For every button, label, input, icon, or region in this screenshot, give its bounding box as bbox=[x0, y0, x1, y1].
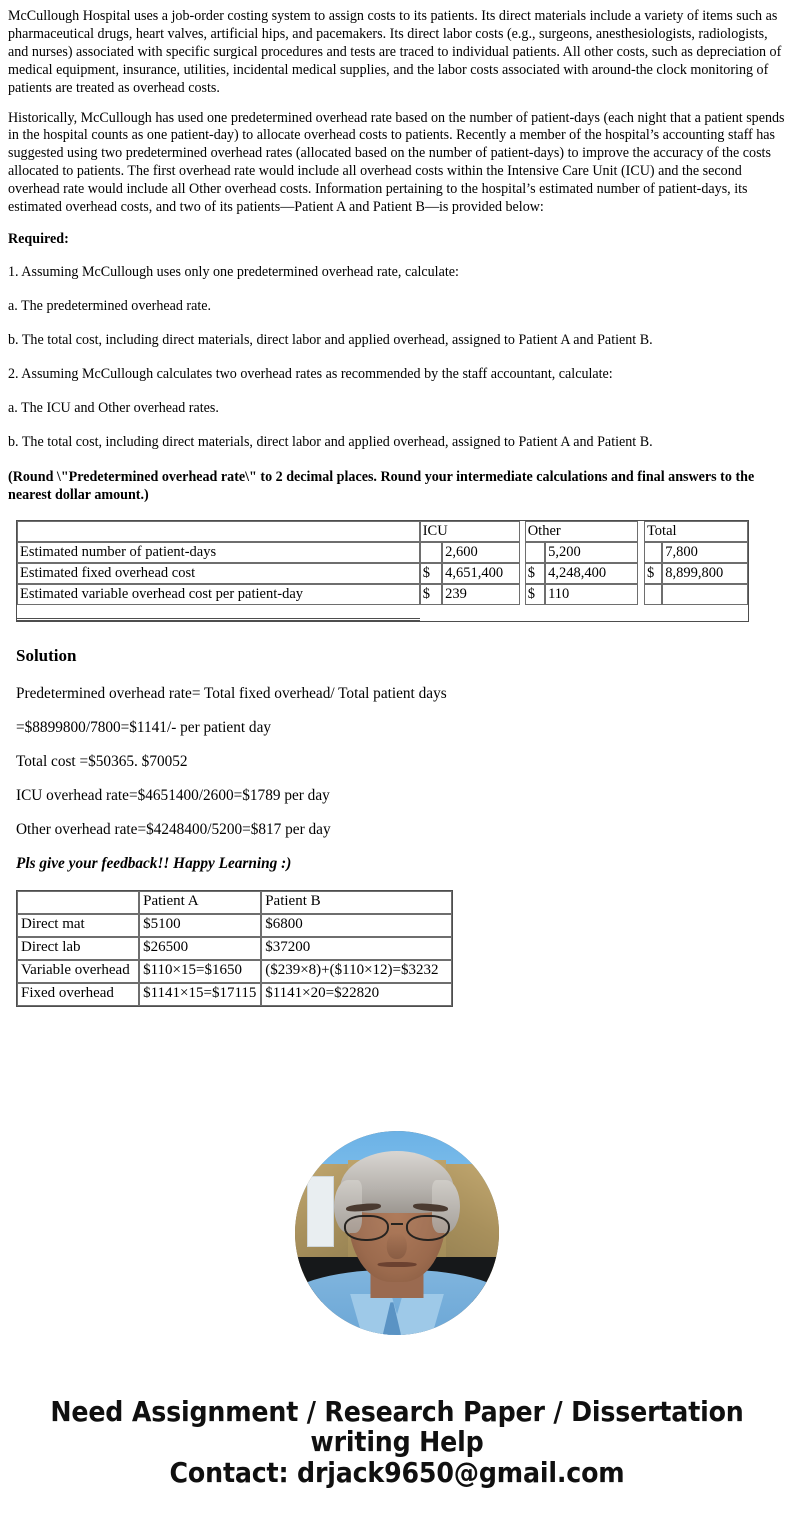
required-item-1a: a. The predetermined overhead rate. bbox=[8, 297, 212, 314]
table-row bbox=[17, 983, 452, 1006]
other-currency: $ bbox=[525, 584, 545, 605]
other-currency: $ bbox=[525, 563, 545, 584]
required-item-1: 1. Assuming McCullough uses only one predetermined overhead rate, calculate: bbox=[8, 263, 459, 280]
header-blank bbox=[17, 521, 420, 542]
solution-line-3: Total cost =$50365. $70052 bbox=[16, 752, 188, 770]
header-patient-b: Patient B bbox=[261, 891, 452, 914]
solution-line-1: Predetermined overhead rate= Total fixed overhead/ Total patient days bbox=[16, 684, 447, 702]
label-underline bbox=[17, 605, 420, 621]
table-header-row bbox=[17, 521, 748, 542]
patient-cost-table bbox=[16, 890, 453, 1007]
avatar-mouth bbox=[378, 1262, 417, 1267]
header-patient-a: Patient A bbox=[139, 891, 261, 914]
icu-currency: $ bbox=[420, 563, 442, 584]
total-currency: $ bbox=[644, 563, 662, 584]
table-row bbox=[17, 960, 452, 983]
rounding-note: (Round \"Predetermined overhead rate\" to 2 decimal places. Round your intermediate calculations and final answers to the nearest dollar amount.) bbox=[8, 468, 755, 503]
table-row bbox=[17, 937, 452, 960]
patient-b-value: ($239×8)+($110×12)=$3232 bbox=[261, 960, 452, 983]
problem-paragraph-1: McCullough Hospital uses a job-order costing system to assign costs to its patients. Its direct materials include a variety of items such as pharmaceutical drugs, heart valves, artificial hips, and pacemakers. Its direct labor costs (e.g., surgeons, anesthesiologists, radiologists, and nurses) associated with specific surgical procedures and tests are traced to individual patients. All other costs, such as depreciation of medical equipment, insurance, utilities, incidental medical supplies, and the labor costs associated with around-the clock monitoring of patients are treated as overhead costs. bbox=[8, 8, 782, 96]
table-header-row bbox=[17, 891, 452, 914]
feedback-note: Pls give your feedback!! Happy Learning :) bbox=[16, 854, 292, 872]
row-label: Direct lab bbox=[17, 937, 139, 960]
total-currency bbox=[644, 584, 662, 605]
table-underline-row bbox=[17, 605, 748, 621]
other-value: 5,200 bbox=[545, 542, 638, 563]
icu-currency bbox=[420, 542, 442, 563]
solution-line-4: ICU overhead rate=$4651400/2600=$1789 per day bbox=[16, 786, 330, 804]
problem-paragraph-2: Historically, McCullough has used one predetermined overhead rate based on the number of patient-days (each night that a patient spends in the hospital counts as one patient-day) to allocate overhead costs to patients. Recently a member of the hospital’s accounting staff has suggested using two predetermined overhead rates (allocated based on the number of patient-days) to improve the accuracy of the costs allocated to patients. The first overhead rate would include all overhead costs within the Intensive Care Unit (ICU) and the second overhead rate would include all Other overhead costs. Information pertaining to the hospital’s estimated number of patient-days, its estimated overhead costs, and two of its patients—Patient A and Patient B—is provided below: bbox=[8, 109, 785, 216]
header-icu: ICU bbox=[420, 521, 520, 542]
required-item-2a: a. The ICU and Other overhead rates. bbox=[8, 399, 219, 416]
patient-b-value: $6800 bbox=[261, 914, 452, 937]
avatar-lens-right bbox=[405, 1215, 450, 1242]
avatar-background-panel bbox=[307, 1176, 333, 1247]
avatar-nose bbox=[387, 1233, 407, 1260]
table-row bbox=[17, 542, 748, 563]
icu-currency: $ bbox=[420, 584, 442, 605]
patient-a-value: $26500 bbox=[139, 937, 261, 960]
table-row bbox=[17, 563, 748, 584]
row-label: Fixed overhead bbox=[17, 983, 139, 1006]
avatar-lens-left bbox=[344, 1215, 389, 1242]
header-other: Other bbox=[525, 521, 638, 542]
patient-b-value: $1141×20=$22820 bbox=[261, 983, 452, 1006]
other-value: 110 bbox=[545, 584, 638, 605]
footer-line-1: Need Assignment / Research Paper / Dissertation bbox=[50, 1395, 744, 1428]
total-currency bbox=[644, 542, 662, 563]
table-row bbox=[17, 584, 748, 605]
solution-line-2: =$8899800/7800=$1141/- per patient day bbox=[16, 718, 272, 736]
row-label: Estimated fixed overhead cost bbox=[17, 563, 420, 584]
avatar-glasses-bridge bbox=[391, 1223, 404, 1225]
row-label: Estimated number of patient-days bbox=[17, 542, 420, 563]
patient-b-value: $37200 bbox=[261, 937, 452, 960]
required-item-2b: b. The total cost, including direct materials, direct labor and applied overhead, assigned to Patient A and Patient B. bbox=[8, 433, 653, 450]
estimates-table bbox=[16, 520, 749, 622]
header-total: Total bbox=[644, 521, 748, 542]
other-value: 4,248,400 bbox=[545, 563, 638, 584]
solution-heading: Solution bbox=[16, 645, 77, 665]
icu-value: 2,600 bbox=[442, 542, 519, 563]
solution-line-5: Other overhead rate=$4248400/5200=$817 per day bbox=[16, 820, 331, 838]
total-value bbox=[662, 584, 748, 605]
total-value: 7,800 bbox=[662, 542, 748, 563]
other-currency bbox=[525, 542, 545, 563]
patient-a-value: $1141×15=$17115 bbox=[139, 983, 261, 1006]
header-blank bbox=[17, 891, 139, 914]
total-value: 8,899,800 bbox=[662, 563, 748, 584]
required-heading: Required: bbox=[8, 230, 69, 247]
avatar-container bbox=[8, 1131, 786, 1335]
icu-value: 4,651,400 bbox=[442, 563, 519, 584]
patient-a-value: $110×15=$1650 bbox=[139, 960, 261, 983]
avatar bbox=[295, 1131, 499, 1335]
patient-a-value: $5100 bbox=[139, 914, 261, 937]
required-item-2: 2. Assuming McCullough calculates two overhead rates as recommended by the staff accountant, calculate: bbox=[8, 365, 613, 382]
footer-line-2: writing Help bbox=[310, 1426, 484, 1459]
required-item-1b: b. The total cost, including direct materials, direct labor and applied overhead, assigned to Patient A and Patient B. bbox=[8, 331, 653, 348]
icu-value: 239 bbox=[442, 584, 519, 605]
row-label: Estimated variable overhead cost per patient-day bbox=[17, 584, 420, 605]
spacer bbox=[420, 605, 748, 621]
footer-line-3: Contact: drjack9650@gmail.com bbox=[169, 1456, 625, 1489]
footer-promo bbox=[39, 1397, 755, 1489]
row-label: Variable overhead bbox=[17, 960, 139, 983]
row-label: Direct mat bbox=[17, 914, 139, 937]
table-row bbox=[17, 914, 452, 937]
